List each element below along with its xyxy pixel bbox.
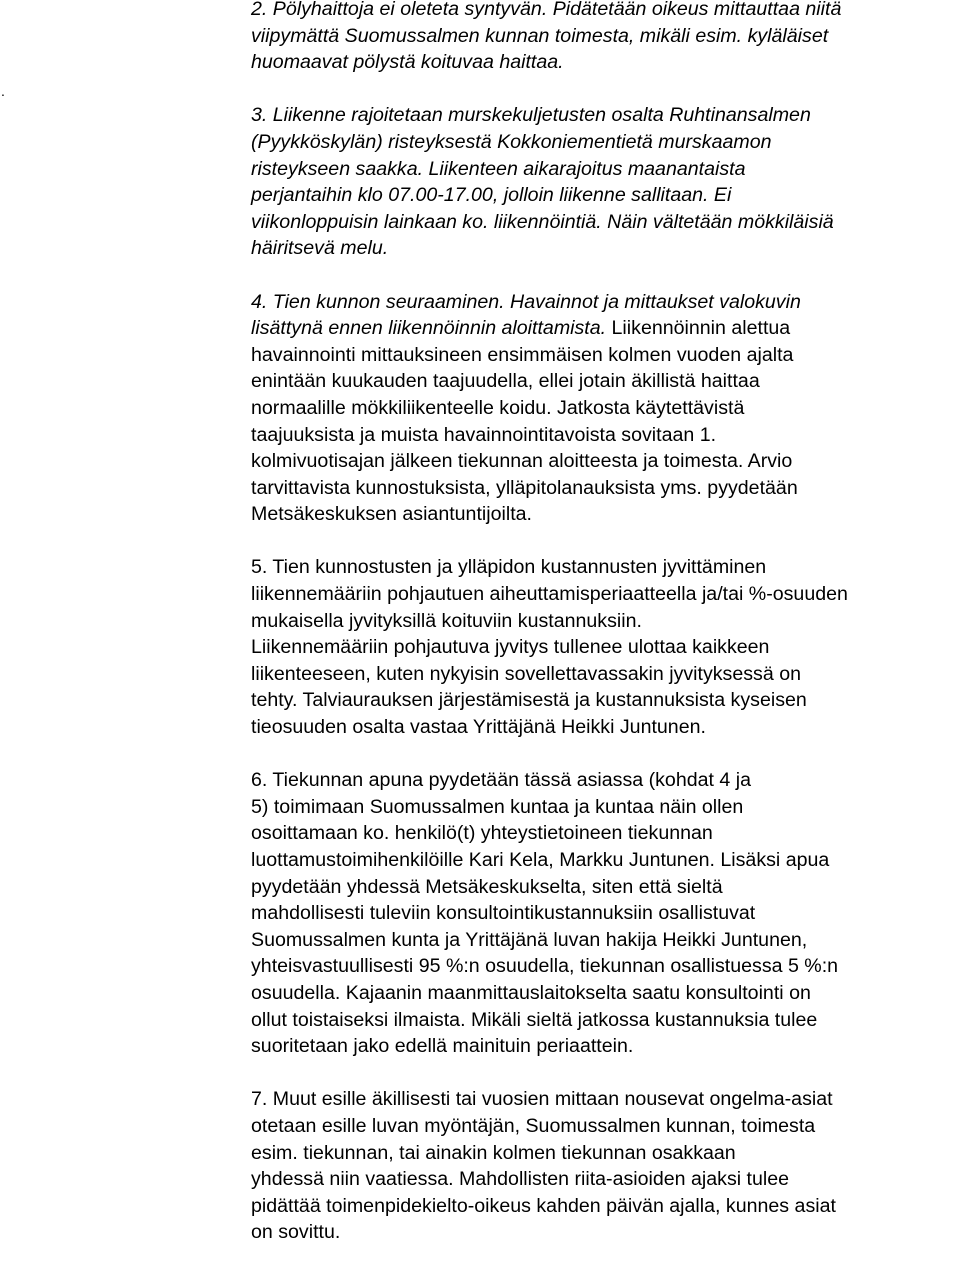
text-line — [251, 448, 957, 475]
text-line — [251, 661, 957, 688]
text-line — [251, 129, 957, 156]
text-segment: lisättynä ennen liikennöinnin aloittamista. — [251, 317, 607, 340]
text-line — [251, 49, 957, 76]
text-segment: normaalille mökkiliikenteelle koidu. Jatkosta käytettävistä — [251, 396, 745, 419]
text-line — [251, 767, 957, 794]
text-line — [251, 847, 957, 874]
text-line — [251, 0, 957, 23]
text-line — [251, 209, 957, 236]
paragraph-item-4 — [251, 289, 957, 528]
document-body — [251, 0, 957, 1273]
text-segment: 5. Tien kunnostusten ja ylläpidon kustannusten jyvittäminen — [251, 556, 767, 579]
text-segment: ollut toistaiseksi ilmaista. Mikäli sieltä jatkossa kustannuksia tulee — [251, 1008, 818, 1031]
text-segment: tieosuuden osalta vastaa Yrittäjänä Heikki Juntunen. — [251, 716, 706, 739]
text-line — [251, 794, 957, 821]
text-line — [251, 23, 957, 50]
text-line — [251, 1007, 957, 1034]
text-line — [251, 1033, 957, 1060]
text-line — [251, 820, 957, 847]
text-segment: luottamustoimihenkilöille Kari Kela, Markku Juntunen. Lisäksi apua — [251, 849, 830, 871]
text-segment: enintään kuukauden taajuudella, ellei jotain äkillistä haittaa — [251, 370, 760, 393]
text-line — [251, 1140, 957, 1167]
text-segment: esim. tiekunnan, tai ainakin kolmen tiekunnan osakkaan — [251, 1141, 736, 1164]
text-segment: 5) toimimaan Suomussalmen kuntaa ja kuntaa näin ollen — [251, 795, 744, 818]
text-segment: huomaavat pölystä koituvaa haittaa. — [251, 51, 564, 74]
text-segment: havainnointi mittauksineen ensimmäisen kolmen vuoden ajalta — [251, 343, 794, 366]
text-segment: 6. Tiekunnan apuna pyydetään tässä asiassa (kohdat 4 ja — [251, 769, 751, 792]
text-segment: otetaan esille luvan myöntäjän, Suomussalmen kunnan, toimesta — [251, 1114, 816, 1137]
text-line — [251, 608, 957, 635]
text-line — [251, 927, 957, 954]
text-segment: suoritetaan jako edellä mainituin periaattein. — [251, 1035, 634, 1058]
text-segment: Liikennemääriin pohjautuva jyvitys tullenee ulottaa kaikkeen — [251, 636, 770, 659]
text-line — [251, 953, 957, 980]
text-line — [251, 235, 957, 262]
text-line — [251, 900, 957, 927]
text-line — [251, 395, 957, 422]
text-segment: osuudella. Kajaanin maanmittauslaitokselta saatu konsultointi on — [251, 981, 811, 1004]
text-segment: 7. Muut esille äkillisesti tai vuosien mittaan nousevat ongelma-asiat — [251, 1088, 833, 1111]
text-segment: liikennemääriin pohjautuen aiheuttamisperiaatteella ja/tai %-osuuden — [251, 583, 848, 606]
text-segment: Liikennöinnin alettua — [606, 317, 791, 340]
paragraph-item-3 — [251, 102, 957, 262]
text-segment: Suomussalmen kunta ja Yrittäjänä luvan hakija Heikki Juntunen, — [251, 928, 808, 951]
text-segment: tarvittavista kunnostuksista, ylläpitolanauksista yms. pyydetään — [251, 476, 798, 499]
text-segment: 4. Tien kunnon seuraaminen. Havainnot ja mittaukset valokuvin — [251, 290, 801, 313]
text-segment: yhdessä niin vaatiessa. Mahdollisten riita-asioiden ajaksi tulee — [251, 1168, 790, 1191]
text-segment: mahdollisesti tuleviin konsultointikustannuksiin osallistuvat — [251, 902, 756, 925]
text-segment: 3. Liikenne rajoitetaan murskekuljetusten osalta Ruhtinansalmen — [251, 104, 811, 127]
paragraph-item-5 — [251, 554, 957, 740]
text-line — [251, 289, 957, 316]
text-line — [251, 1219, 957, 1246]
text-line — [251, 368, 957, 395]
text-line — [251, 182, 957, 209]
text-line — [251, 980, 957, 1007]
text-line — [251, 554, 957, 581]
text-line — [251, 1193, 957, 1220]
text-segment: 2. Pölyhaittoja ei oleteta syntyvän. Pidätetään oikeus mittauttaa niitä — [251, 0, 842, 20]
text-segment: tehty. Talviaurauksen järjestämisestä ja kustannuksista kyseisen — [251, 689, 807, 712]
text-segment: yhteisvastuullisesti 95 %:n osuudella, tiekunnan osallistuessa 5 %:n — [251, 955, 839, 978]
text-line — [251, 315, 957, 342]
text-line — [251, 1113, 957, 1140]
text-line — [251, 581, 957, 608]
text-line — [251, 1086, 957, 1113]
text-line — [251, 714, 957, 741]
text-segment: Metsäkeskuksen asiantuntijoilta. — [251, 503, 532, 526]
text-line — [251, 1166, 957, 1193]
text-line — [251, 501, 957, 528]
text-segment: osoittamaan ko. henkilö(t) yhteystietoineen tiekunnan — [251, 822, 713, 845]
text-segment: viikonloppuisin lainkaan ko. liikennöintiä. Näin vältetään mökkiläisiä — [251, 210, 834, 233]
text-segment: pidättää toimenpidekielto-oikeus kahden päivän ajalla, kunnes asiat — [251, 1194, 836, 1217]
paragraph-item-2 — [251, 0, 957, 76]
text-segment: viipymättä Suomussalmen kunnan toimesta, mikäli esim. kyläläiset — [251, 24, 829, 47]
text-segment: häiritsevä melu. — [251, 237, 389, 260]
text-segment: perjantaihin klo 07.00-17.00, jolloin liikenne sallitaan. Ei — [251, 184, 732, 207]
text-line — [251, 102, 957, 129]
text-line — [251, 475, 957, 502]
text-line — [251, 634, 957, 661]
margin-mark: . — [1, 83, 5, 99]
text-segment: kolmivuotisajan jälkeen tiekunnan aloitteesta ja toimesta. Arvio — [251, 450, 793, 473]
text-line — [251, 874, 957, 901]
text-segment: mukaisella jyvityksillä koituviin kustannuksiin. — [251, 609, 642, 632]
text-line — [251, 342, 957, 369]
text-segment: taajuuksista ja muista havainnointitavoista sovitaan 1. — [251, 423, 717, 446]
text-line — [251, 422, 957, 449]
text-line — [251, 687, 957, 714]
text-line — [251, 156, 957, 183]
text-segment: pyydetään yhdessä Metsäkeskukselta, siten että sieltä — [251, 875, 723, 898]
text-segment: risteykseen saakka. Liikenteen aikarajoitus maanantaista — [251, 157, 746, 180]
paragraph-item-7 — [251, 1086, 957, 1246]
text-segment: liikenteeseen, kuten nykyisin sovellettavassakin jyvityksessä on — [251, 662, 801, 685]
paragraph-item-6 — [251, 767, 957, 1060]
text-segment: on sovittu. — [251, 1221, 341, 1244]
text-segment: (Pyykköskylän) risteyksestä Kokkoniementietä murskaamon — [251, 130, 772, 153]
